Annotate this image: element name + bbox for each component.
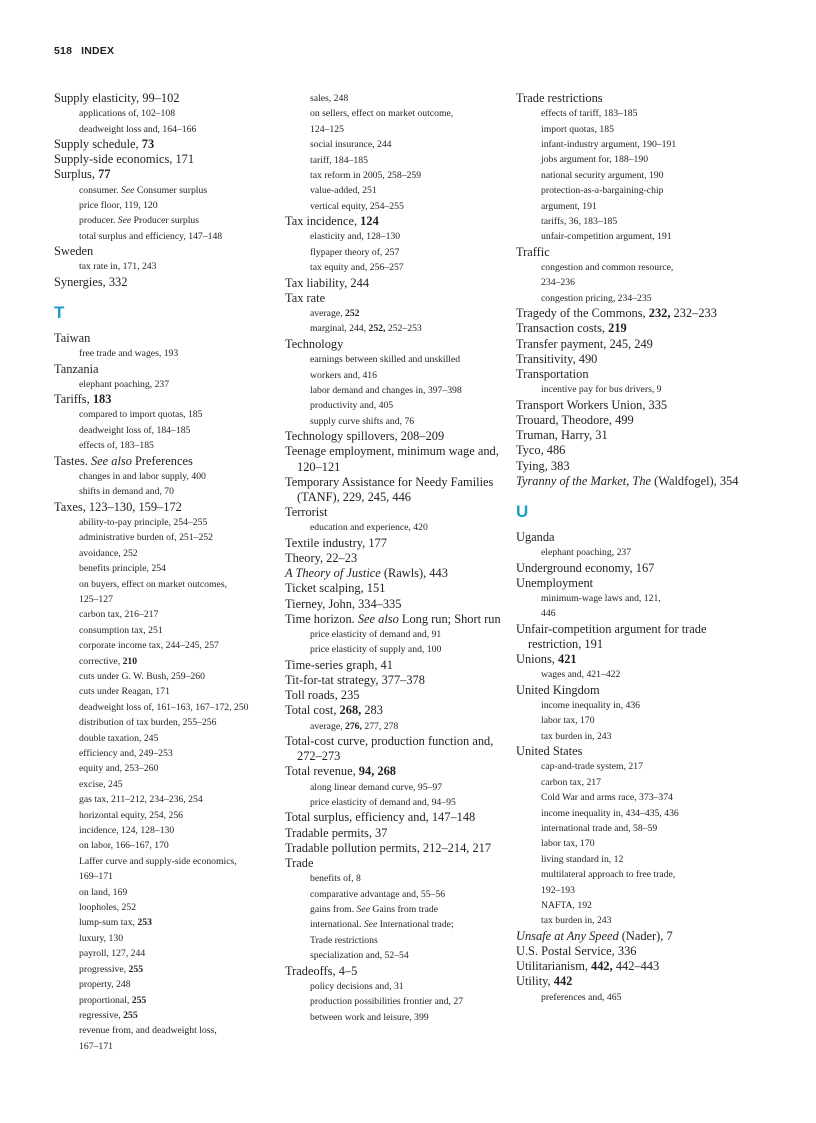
index-subentry: deadweight loss of, 184–185 — [79, 424, 191, 436]
index-subentry: total surplus and efficiency, 147–148 — [79, 230, 223, 242]
index-entry: Truman, Harry, 31 — [516, 428, 608, 443]
entry-text-part: 283 — [361, 703, 383, 718]
index-subentry: production possibilities frontier and, 27 — [310, 996, 464, 1008]
entry-text-part: regressive, — [79, 1009, 124, 1021]
entry-text-part: 183 — [92, 392, 112, 407]
index-subentry: on buyers, effect on market outcomes, — [79, 578, 228, 590]
index-subentry — [285, 719, 511, 734]
entry-text-part: Unions, — [516, 652, 558, 667]
entry-text-part: 255 — [128, 963, 144, 975]
index-subentry: equity and, 253–260 — [79, 763, 159, 775]
index-subentry: social insurance, 244 — [310, 139, 392, 151]
entry-text-part: gains from. — [310, 904, 357, 916]
index-subentry — [285, 306, 511, 321]
index-entry: Taiwan — [54, 331, 91, 346]
section-letter: T — [54, 303, 65, 323]
index-subentry: tariff, 184–185 — [310, 154, 368, 166]
index-subentry: consumption tax, 251 — [79, 624, 163, 636]
entry-text-part: (Rawls), 443 — [380, 566, 448, 581]
index-subentry: labor tax, 170 — [541, 838, 595, 850]
entry-text-part: (Nader), 7 — [618, 928, 673, 943]
index-entry: Sweden — [54, 244, 94, 259]
entry-text-part: Transaction costs, — [516, 321, 609, 336]
index-subentry-continuation: 192–193 — [541, 884, 575, 896]
entry-text-part: 276, — [344, 720, 362, 732]
entry-text-part: average, — [310, 720, 345, 732]
index-subentry: on land, 169 — [79, 886, 128, 898]
index-subentry: distribution of tax burden, 255–256 — [79, 717, 217, 729]
entry-text-part: 219 — [608, 321, 627, 336]
index-subentry: compared to import quotas, 185 — [79, 409, 203, 421]
entry-text-part: Tax incidence, — [285, 214, 361, 229]
index-entry: Trade restrictions — [516, 91, 603, 105]
index-subentry: vertical equity, 254–255 — [310, 200, 404, 212]
entry-text-part: Tyranny of the Market, The — [516, 473, 652, 488]
index-subentry: property, 248 — [79, 979, 131, 991]
index-entry: Synergies, 332 — [54, 274, 128, 289]
index-column-3 — [516, 91, 762, 1005]
index-subentry: Cold War and arms race, 373–374 — [541, 792, 673, 804]
index-entry: Tierney, John, 334–335 — [285, 596, 402, 611]
entry-text-part: 210 — [122, 655, 138, 667]
entry-text-part: Surplus, — [54, 167, 99, 182]
entry-text-part: 73 — [141, 137, 155, 152]
entry-text-part: proportional, — [79, 994, 132, 1006]
index-subentry: cuts under G. W. Bush, 259–260 — [79, 670, 205, 682]
index-subentry: preferences and, 465 — [541, 991, 622, 1003]
entry-text-part: 255 — [131, 994, 147, 1006]
entry-text-part: 442–443 — [612, 959, 660, 974]
index-subentry-continuation: 167–171 — [79, 1040, 113, 1052]
index-subentry: tax reform in 2005, 258–259 — [310, 170, 422, 182]
index-entry — [516, 959, 762, 974]
index-subentry: double taxation, 245 — [79, 732, 159, 744]
index-subentry: education and experience, 420 — [310, 522, 428, 534]
index-subentry: congestion pricing, 234–235 — [541, 292, 652, 304]
index-entry — [54, 454, 280, 469]
index-subentry: ability-to-pay principle, 254–255 — [79, 516, 208, 528]
entry-text-part: producer. — [79, 215, 118, 227]
index-subentry: income inequality in, 434–435, 436 — [541, 807, 679, 819]
index-column-2 — [285, 91, 511, 1025]
index-subentry: cap-and-trade system, 217 — [541, 761, 643, 773]
index-subentry: free trade and wages, 193 — [79, 348, 179, 360]
index-subentry: carbon tax, 217 — [541, 776, 601, 788]
index-entry — [516, 652, 762, 667]
entry-text-part: 252, — [368, 323, 386, 335]
index-entry: Temporary Assistance for Needy Families (TANF), 229, 245, 446 — [285, 474, 494, 504]
index-entry — [516, 929, 762, 944]
entry-text-part: Utility, — [516, 974, 554, 989]
index-entry — [285, 703, 511, 718]
index-subentry: on labor, 166–167, 170 — [79, 840, 169, 852]
page-number: 518 — [54, 45, 73, 57]
index-subentry: comparative advantage and, 55–56 — [310, 888, 446, 900]
index-subentry: productivity and, 405 — [310, 400, 394, 412]
index-entry: Tit-for-tat strategy, 377–378 — [285, 672, 425, 687]
index-entry: Traffic — [516, 244, 550, 259]
index-entry: Tradable pollution permits, 212–214, 217 — [285, 840, 492, 855]
index-entry — [516, 474, 762, 489]
index-subentry: tariffs, 36, 183–185 — [541, 216, 618, 228]
index-subentry: policy decisions and, 31 — [310, 980, 404, 992]
index-subentry: cuts under Reagan, 171 — [79, 686, 170, 698]
entry-text-part: Tariffs, — [54, 392, 93, 407]
index-entry: Uganda — [516, 529, 555, 544]
index-subentry: benefits principle, 254 — [79, 563, 166, 575]
index-subentry: multilateral approach to free trade, — [541, 869, 676, 881]
entry-text-part: average, — [310, 308, 345, 320]
entry-text-part: 442, — [591, 959, 613, 974]
index-subentry: excise, 245 — [79, 778, 123, 790]
entry-text-part: 255 — [123, 1009, 138, 1021]
index-subentry — [54, 1008, 280, 1023]
index-subentry: earnings between skilled and unskilled — [310, 354, 461, 366]
index-subentry: incentive pay for bus drivers, 9 — [541, 384, 662, 396]
index-entry: Tax rate — [285, 290, 326, 305]
index-entry: Tax liability, 244 — [285, 275, 370, 290]
entry-text-part: See also — [90, 453, 132, 468]
index-subentry: shifts in demand and, 70 — [79, 486, 174, 498]
entry-text-part: 277, 278 — [361, 720, 399, 732]
entry-text-part: Utilitarianism, — [516, 959, 592, 974]
index-subentry: labor demand and changes in, 397–398 — [310, 384, 462, 396]
entry-text-part: 253 — [137, 917, 152, 929]
entry-text-part: Total cost, — [285, 703, 340, 718]
index-subentry — [285, 902, 511, 917]
index-entry: Trade — [285, 856, 314, 871]
entry-text-part: See — [356, 904, 370, 916]
index-subentry: avoidance, 252 — [79, 547, 138, 559]
page-header — [54, 45, 114, 57]
index-subentry: efficiency and, 249–253 — [79, 748, 173, 760]
entry-text-part: See — [363, 919, 378, 931]
entry-text-part: lump-sum tax, — [79, 917, 138, 929]
index-subentry: deadweight loss of, 161–163, 167–172, 250 — [79, 701, 249, 713]
index-subentry: luxury, 130 — [79, 932, 124, 944]
entry-text-part: 77 — [98, 167, 111, 182]
index-subentry: supply curve shifts and, 76 — [310, 415, 415, 427]
index-subentry: carbon tax, 216–217 — [79, 609, 159, 621]
index-subentry: flypaper theory of, 257 — [310, 246, 400, 258]
index-entry: Transitivity, 490 — [516, 351, 598, 366]
index-subentry: price floor, 119, 120 — [79, 200, 158, 212]
index-subentry: import quotas, 185 — [541, 123, 614, 135]
index-subentry — [54, 213, 280, 228]
index-entry: Taxes, 123–130, 159–172 — [54, 499, 182, 514]
index-entry: United Kingdom — [516, 682, 600, 697]
index-entry: Theory, 22–23 — [285, 550, 358, 565]
index-subentry-continuation: argument, 191 — [541, 200, 597, 212]
index-subentry — [285, 321, 511, 336]
index-column-1 — [54, 91, 280, 1054]
index-entry: Tradable permits, 37 — [285, 825, 388, 840]
index-subentry: tax equity and, 256–257 — [310, 262, 404, 274]
index-subentry: wages and, 421–422 — [541, 669, 621, 681]
index-subentry-continuation: 124–125 — [310, 123, 344, 135]
index-subentry: elephant poaching, 237 — [79, 378, 170, 390]
index-entry: Total-cost curve, production function and, 272–273 — [285, 734, 494, 764]
index-subentry: effects of tariff, 183–185 — [541, 108, 638, 120]
index-entry: Total surplus, efficiency and, 147–148 — [285, 810, 476, 825]
entry-text-part: Tragedy of the Commons, — [516, 306, 649, 321]
index-subentry: gas tax, 211–212, 234–236, 254 — [79, 794, 203, 806]
index-subentry-continuation: workers and, 416 — [310, 369, 377, 381]
index-entry — [516, 321, 762, 336]
index-entry: Textile industry, 177 — [285, 535, 387, 550]
index-entry: Transfer payment, 245, 249 — [516, 336, 653, 351]
index-subentry: infant-industry argument, 190–191 — [541, 139, 677, 151]
entry-text-part: marginal, 244, — [310, 323, 369, 335]
index-subentry: price elasticity of demand and, 94–95 — [310, 797, 456, 809]
index-subentry: tax rate in, 171, 243 — [79, 261, 157, 273]
index-subentry: payroll, 127, 244 — [79, 948, 146, 960]
index-subentry: price elasticity of demand and, 91 — [310, 628, 442, 640]
index-subentry — [54, 962, 280, 977]
index-subentry: tax burden in, 243 — [541, 915, 612, 927]
entry-text-part: Producer surplus — [131, 215, 200, 227]
index-entry: Ticket scalping, 151 — [285, 581, 386, 596]
entry-text-part: corrective, — [79, 655, 123, 667]
index-subentry: deadweight loss and, 164–166 — [79, 123, 197, 135]
entry-text-part: Gains from trade — [370, 904, 439, 916]
index-subentry-continuation: 169–171 — [79, 871, 113, 883]
entry-text-part: 421 — [558, 652, 577, 667]
index-subentry: incidence, 124, 128–130 — [79, 825, 175, 837]
index-subentry: along linear demand curve, 95–97 — [310, 781, 443, 793]
index-entry: Underground economy, 167 — [516, 560, 655, 575]
index-entry: Transport Workers Union, 335 — [516, 397, 668, 412]
entry-text-part: Tastes. — [54, 453, 91, 468]
index-subentry: loopholes, 252 — [79, 902, 137, 914]
section-letter: U — [516, 501, 529, 521]
index-entry — [285, 612, 511, 627]
entry-text-part: 268, — [339, 703, 362, 718]
index-entry — [285, 566, 511, 581]
index-subentry: income inequality in, 436 — [541, 699, 641, 711]
index-entry: Technology spillovers, 208–209 — [285, 429, 445, 444]
index-entry: Unemployment — [516, 575, 594, 590]
entry-text-part: 252–253 — [385, 323, 422, 335]
index-entry: Unfair-competition argument for trade restriction, 191 — [516, 621, 707, 651]
entry-text-part: 232, — [648, 306, 671, 321]
index-subentry-continuation: 446 — [541, 608, 556, 620]
index-entry — [54, 137, 280, 152]
index-subentry — [54, 993, 280, 1008]
index-entry — [516, 974, 762, 989]
index-subentry: NAFTA, 192 — [541, 900, 592, 912]
entry-text-part: Long run; Short run — [398, 611, 501, 626]
index-entry: Toll roads, 235 — [285, 688, 360, 703]
index-entry: Tanzania — [54, 361, 99, 376]
entry-text-part: 94, 268 — [358, 764, 396, 779]
index-subentry: sales, 248 — [310, 93, 349, 104]
index-entry: Supply elasticity, 99–102 — [54, 91, 180, 105]
index-subentry: congestion and common resource, — [541, 262, 674, 274]
index-subentry: corporate income tax, 244–245, 257 — [79, 640, 219, 652]
index-subentry: between work and leisure, 399 — [310, 1011, 429, 1023]
index-subentry: Laffer curve and supply-side economics, — [79, 855, 237, 867]
entry-text-part: See also — [357, 611, 399, 626]
index-subentry — [54, 183, 280, 198]
entry-text-part: Total revenue, — [285, 764, 359, 779]
index-entry — [285, 764, 511, 779]
index-entry — [285, 214, 511, 229]
index-entry: Supply-side economics, 171 — [54, 152, 195, 167]
index-entry: U.S. Postal Service, 336 — [516, 944, 637, 959]
index-subentry — [54, 654, 280, 669]
index-entry: Time-series graph, 41 — [285, 657, 393, 672]
index-subentry: national security argument, 190 — [541, 169, 664, 181]
index-subentry: on sellers, effect on market outcome, — [310, 108, 454, 120]
index-subentry — [285, 917, 511, 932]
index-subentry: price elasticity of supply and, 100 — [310, 644, 442, 656]
index-entry: Teenage employment, minimum wage and, 120–121 — [285, 444, 499, 474]
index-subentry: elasticity and, 128–130 — [310, 231, 401, 243]
index-subentry: horizontal equity, 254, 256 — [79, 809, 184, 821]
entry-text-part: Preferences — [131, 453, 193, 468]
index-entry — [516, 306, 762, 321]
index-subentry: changes in and labor supply, 400 — [79, 470, 206, 482]
index-subentry: applications of, 102–108 — [79, 108, 176, 120]
index-subentry-continuation: 125–127 — [79, 593, 113, 605]
index-subentry: protection-as-a-bargaining-chip — [541, 185, 664, 197]
entry-text-part: International trade; — [377, 919, 454, 931]
index-entry: Trouard, Theodore, 499 — [516, 412, 634, 427]
entry-text-part: progressive, — [79, 963, 129, 975]
entry-text-part: See — [120, 184, 135, 196]
index-subentry: unfair-competition argument, 191 — [541, 231, 672, 243]
entry-text-part: A Theory of Justice — [285, 566, 381, 581]
entry-text-part: Consumer surplus — [134, 184, 208, 196]
index-subentry: specialization and, 52–54 — [310, 950, 409, 962]
entry-text-part: Unsafe at Any Speed — [516, 928, 619, 943]
entry-text-part: Supply schedule, — [54, 137, 142, 152]
index-entry: Transportation — [516, 367, 589, 382]
index-subentry-continuation: Trade restrictions — [310, 934, 378, 946]
entry-text-part: international. — [310, 919, 364, 931]
index-subentry: minimum-wage laws and, 121, — [541, 592, 661, 604]
index-subentry: jobs argument for, 188–190 — [541, 154, 649, 166]
index-subentry: administrative burden of, 251–252 — [79, 532, 213, 544]
index-subentry: living standard in, 12 — [541, 853, 624, 865]
index-subentry: international trade and, 58–59 — [541, 823, 658, 835]
index-subentry: labor tax, 170 — [541, 715, 595, 727]
running-title: INDEX — [81, 45, 115, 57]
entry-text-part: consumer. — [79, 184, 121, 196]
index-subentry: tax burden in, 243 — [541, 730, 612, 742]
index-entry: Technology — [285, 336, 344, 351]
entry-text-part: 442 — [553, 974, 573, 989]
index-entry: United States — [516, 744, 583, 759]
index-subentry: benefits of, 8 — [310, 873, 361, 885]
index-entry: Terrorist — [285, 505, 328, 520]
index-entry — [54, 167, 280, 182]
index-subentry-continuation: 234–236 — [541, 277, 575, 289]
entry-text-part: 252 — [344, 308, 360, 320]
index-entry: Tying, 383 — [516, 458, 570, 473]
index-subentry: value-added, 251 — [310, 185, 377, 197]
entry-text-part: Time horizon. — [285, 611, 358, 626]
index-entry: Tradeoffs, 4–5 — [285, 963, 358, 978]
index-subentry: effects of, 183–185 — [79, 440, 154, 452]
entry-text-part: (Waldfogel), 354 — [651, 473, 739, 488]
index-subentry: revenue from, and deadweight loss, — [79, 1025, 217, 1037]
index-entry — [54, 392, 280, 407]
index-subentry: elephant poaching, 237 — [541, 547, 632, 559]
entry-text-part: See — [117, 215, 132, 227]
entry-text-part: 124 — [360, 214, 379, 229]
index-entry: Tyco, 486 — [516, 443, 566, 458]
index-subentry — [54, 915, 280, 930]
entry-text-part: 232–233 — [670, 306, 717, 321]
